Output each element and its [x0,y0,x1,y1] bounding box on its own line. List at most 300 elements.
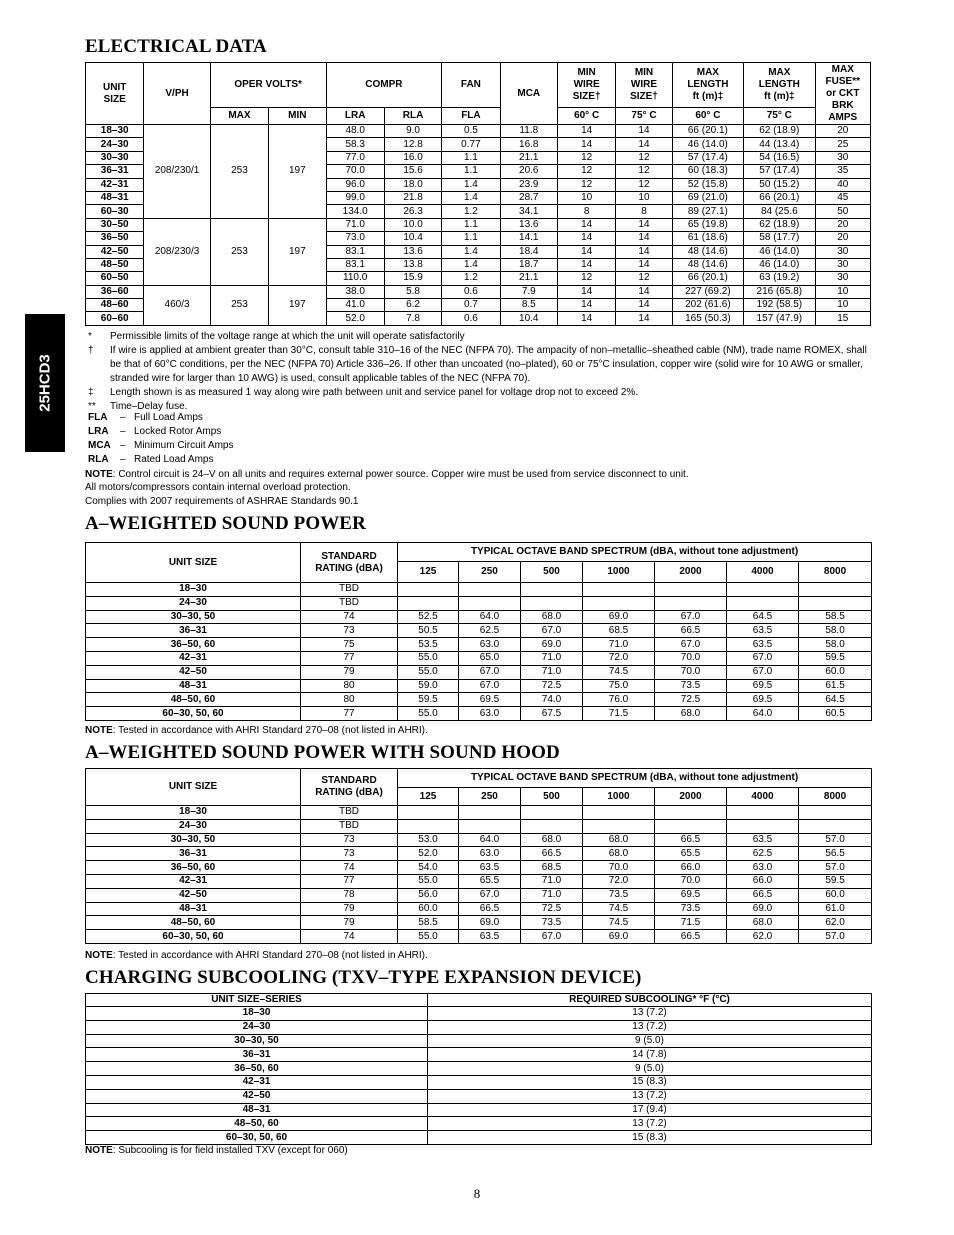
cell-rla: 6.2 [384,299,441,312]
footnote-symbol: ** [88,400,96,412]
cell-band-value: 68.5 [521,861,583,875]
sh-header-spectrum: TYPICAL OCTAVE BAND SPECTRUM (dBA, without tone adjustment) [398,769,872,788]
cell-rating: TBD [301,806,398,820]
footnote [88,344,870,386]
table-row [86,1075,872,1089]
cell-band-value: 69.5 [727,679,799,693]
cell-band-value: 70.0 [655,874,727,888]
table-row [86,651,872,665]
cell-band-value: 64.0 [459,833,521,847]
cell-band-value: 54.0 [398,861,459,875]
table-row [86,1089,872,1103]
table-row [86,1020,872,1034]
cell-fla: 0.77 [442,138,500,151]
abbreviation-dash: – [120,453,126,465]
cell-band-value [521,596,583,610]
cell-band-value: 63.5 [459,930,521,944]
cell-unit-series: 36–31 [86,1048,428,1062]
cell-band-value [521,819,583,833]
cell-band-value: 64.0 [459,610,521,624]
cell-required-subcooling: 13 (7.2) [428,1117,872,1131]
cell-band-value: 66.5 [459,902,521,916]
cell-max-fuse: 20 [815,125,870,138]
table-row [86,861,872,875]
cell-mca: 23.9 [500,178,557,191]
cell-band-value: 71.5 [583,707,655,721]
cell-band-value: 55.0 [398,707,459,721]
cell-band-value: 71.5 [655,916,727,930]
cell-unit-size: 42–50 [86,245,144,258]
cell-unit-size: 42–31 [86,178,144,191]
cell-max-fuse: 20 [815,232,870,245]
cell-mca: 16.8 [500,138,557,151]
cell-band-value: 68.0 [521,833,583,847]
cell-band-value [459,596,521,610]
cell-band-value: 71.0 [521,888,583,902]
cell-lra: 73.0 [326,232,384,245]
cell-min-wire-75: 14 [616,138,672,151]
cell-max-length-75: 216 (65.8) [744,285,815,298]
cell-band-value: 55.0 [398,874,459,888]
cell-lra: 41.0 [326,299,384,312]
cell-band-value: 70.0 [655,665,727,679]
cell-band-value: 64.0 [727,707,799,721]
cell-band-value: 71.0 [521,665,583,679]
cell-lra: 77.0 [326,151,384,164]
cell-mca: 10.4 [500,312,557,325]
cell-rating: 77 [301,651,398,665]
sound-power-note [85,725,428,736]
band-header-1000: 1000 [583,788,655,806]
cell-rating: 73 [301,624,398,638]
table-row [86,1131,872,1145]
cell-band-value: 67.5 [521,707,583,721]
cell-fla: 1.1 [442,218,500,231]
cell-max-fuse: 50 [815,205,870,218]
cell-min-wire-75: 12 [616,151,672,164]
table-row [86,916,872,930]
cell-min-wire-60: 12 [557,272,615,285]
cell-fla: 1.1 [442,165,500,178]
table-row [86,847,872,861]
cell-max-length-60: 57 (17.4) [672,151,743,164]
cell-band-value: 72.5 [521,902,583,916]
cell-required-subcooling: 9 (5.0) [428,1034,872,1048]
cell-unit-size: 30–30 [86,151,144,164]
footnote-text: Permissible limits of the voltage range at which the unit will operate satisfactorily [110,331,465,342]
cell-unit-size: 42–50 [86,665,301,679]
cell-unit-series: 48–31 [86,1103,428,1117]
table-row [86,624,872,638]
cell-min-wire-75: 12 [616,272,672,285]
cell-fla: 1.1 [442,232,500,245]
cell-band-value: 66.5 [655,930,727,944]
cell-max-length-60: 61 (18.6) [672,232,743,245]
cell-band-value: 63.5 [727,624,799,638]
sp-header-rating: STANDARD RATING (dBA) [301,543,398,583]
cell-band-value [583,806,655,820]
cell-band-value: 76.0 [583,693,655,707]
cell-fla: 1.4 [442,191,500,204]
cell-rating: 77 [301,874,398,888]
cell-max-fuse: 45 [815,191,870,204]
cell-band-value [655,806,727,820]
cell-min-wire-60: 14 [557,138,615,151]
sound-power-title: A–WEIGHTED SOUND POWER [85,513,366,534]
cell-max: 253 [210,285,268,325]
cell-max-length-75: 46 (14.0) [744,245,815,258]
cell-band-value: 63.0 [459,847,521,861]
cell-unit-size: 36–31 [86,624,301,638]
cell-unit-size: 42–50 [86,888,301,902]
band-header-2000: 2000 [655,562,727,583]
cell-min-wire-60: 14 [557,232,615,245]
side-tab-label: 25HCD3 [36,354,54,412]
cell-unit-size: 60–30, 50, 60 [86,930,301,944]
cell-band-value: 71.0 [521,651,583,665]
table-row [86,819,872,833]
cell-band-value: 55.0 [398,665,459,679]
band-header-8000: 8000 [799,788,872,806]
band-header-2000: 2000 [655,788,727,806]
table-row [86,1117,872,1131]
cell-unit-size: 24–30 [86,596,301,610]
table-row [86,888,872,902]
cell-band-value: 59.5 [799,874,872,888]
cell-band-value: 67.0 [521,624,583,638]
cell-unit-size: 36–50 [86,232,144,245]
cell-lra: 96.0 [326,178,384,191]
cell-min-wire-60: 14 [557,125,615,138]
cell-mca: 11.8 [500,125,557,138]
cell-vph: 208/230/3 [144,218,210,285]
table-row [86,610,872,624]
cell-min-wire-60: 14 [557,299,615,312]
sound-hood-note [85,950,428,961]
cell-band-value [799,583,872,597]
abbreviation-term: LRA [88,425,109,437]
band-header-500: 500 [521,788,583,806]
note-label: NOTE [85,469,113,480]
cell-rating: 74 [301,861,398,875]
cell-band-value: 69.5 [655,888,727,902]
cell-unit-size: 18–30 [86,806,301,820]
cell-band-value: 74.5 [583,665,655,679]
table-row [86,1048,872,1062]
cell-band-value: 69.5 [459,693,521,707]
cell-max-length-60: 202 (61.6) [672,299,743,312]
cell-unit-size: 42–31 [86,874,301,888]
cell-band-value: 57.0 [799,833,872,847]
cell-mca: 7.9 [500,285,557,298]
cell-max-length-60: 65 (19.8) [672,218,743,231]
cell-min-wire-60: 14 [557,218,615,231]
cell-band-value: 52.0 [398,847,459,861]
sound-power-table [85,542,872,721]
electrical-data-title: ELECTRICAL DATA [85,36,267,57]
cell-band-value [398,596,459,610]
abbreviation-dash: – [120,425,126,437]
cell-max-length-75: 157 (47.9) [744,312,815,325]
cell-band-value [799,596,872,610]
cell-band-value: 57.0 [799,861,872,875]
cell-min-wire-75: 14 [616,258,672,271]
cell-unit-size: 48–31 [86,191,144,204]
cell-band-value: 60.0 [799,665,872,679]
abbreviation-text: Minimum Circuit Amps [134,439,234,451]
footnote [88,330,870,344]
subcooling-body [86,1007,872,1145]
cell-band-value [398,806,459,820]
cell-unit-size: 30–30, 50 [86,833,301,847]
table-row [86,1007,872,1021]
cell-band-value: 56.0 [398,888,459,902]
sh-header-unit-size: UNIT SIZE [86,769,301,806]
cell-unit-size: 48–60 [86,299,144,312]
cell-rla: 5.8 [384,285,441,298]
cell-fla: 0.7 [442,299,500,312]
cell-unit-series: 18–30 [86,1007,428,1021]
note-line-2: All motors/compressors contain internal overload protection. [85,482,351,493]
cell-unit-size: 48–31 [86,679,301,693]
cell-band-value [521,806,583,820]
subcooling-note [85,1145,348,1156]
abbreviation-text: Full Load Amps [134,412,203,423]
cell-min: 197 [269,125,326,219]
cell-band-value: 58.5 [398,916,459,930]
table-row [86,693,872,707]
table-row [86,285,871,298]
cell-lra: 38.0 [326,285,384,298]
cell-unit-series: 24–30 [86,1020,428,1034]
cell-band-value: 67.0 [521,930,583,944]
cell-rating: 73 [301,833,398,847]
cell-band-value [799,806,872,820]
cell-min-wire-60: 10 [557,191,615,204]
abbreviation-term: MCA [88,439,111,451]
cell-lra: 48.0 [326,125,384,138]
cell-unit-size: 18–30 [86,583,301,597]
cell-band-value: 65.0 [459,651,521,665]
header-oper-volts: OPER VOLTS* [210,63,326,108]
band-header-250: 250 [459,788,521,806]
cell-rla: 26.3 [384,205,441,218]
cell-rating: 80 [301,693,398,707]
cell-band-value: 61.5 [799,679,872,693]
note-label: NOTE [85,1145,113,1156]
cell-band-value: 63.5 [727,638,799,652]
cell-band-value: 60.0 [799,888,872,902]
cell-fla: 1.4 [442,245,500,258]
cell-unit-size: 30–30, 50 [86,610,301,624]
band-header-4000: 4000 [727,788,799,806]
footnote-symbol: † [88,344,94,356]
cell-max-fuse: 40 [815,178,870,191]
abbreviation-text: Locked Rotor Amps [134,425,222,437]
cell-band-value: 62.0 [799,916,872,930]
cell-band-value: 63.5 [727,833,799,847]
cell-band-value: 73.5 [521,916,583,930]
cell-rating: TBD [301,596,398,610]
cell-unit-size: 60–60 [86,312,144,325]
cell-lra: 70.0 [326,165,384,178]
table-row [86,1034,872,1048]
cell-band-value: 73.5 [655,679,727,693]
cell-unit-size: 42–31 [86,651,301,665]
cell-rla: 13.6 [384,245,441,258]
cell-unit-size: 18–30 [86,125,144,138]
cell-unit-size: 48–50, 60 [86,916,301,930]
cell-band-value: 58.0 [799,624,872,638]
sp-header-spectrum: TYPICAL OCTAVE BAND SPECTRUM (dBA, without tone adjustment) [398,543,872,562]
header-min-wire-75: MIN WIRE SIZE† [616,63,672,108]
cell-max-length-75: 192 (58.5) [744,299,815,312]
cell-min-wire-75: 14 [616,245,672,258]
table-row [86,930,872,944]
cell-band-value: 68.0 [655,707,727,721]
cell-required-subcooling: 13 (7.2) [428,1007,872,1021]
table-row [86,596,872,610]
header-max-length-75: MAX LENGTH ft (m)‡ [744,63,815,108]
cell-band-value [727,819,799,833]
cell-band-value [727,806,799,820]
cell-rla: 12.8 [384,138,441,151]
cell-band-value [727,583,799,597]
cell-max-length-75: 66 (20.1) [744,191,815,204]
cell-min-wire-60: 14 [557,258,615,271]
cell-unit-size: 60–30, 50, 60 [86,707,301,721]
cell-band-value: 67.0 [459,665,521,679]
cell-mca: 8.5 [500,299,557,312]
abbreviation-list [88,411,233,467]
cell-band-value: 60.0 [398,902,459,916]
cell-band-value: 56.5 [799,847,872,861]
cell-min-wire-75: 14 [616,285,672,298]
cell-required-subcooling: 14 (7.8) [428,1048,872,1062]
cell-unit-size: 60–50 [86,272,144,285]
cell-rla: 15.9 [384,272,441,285]
cell-band-value: 66.0 [727,874,799,888]
cell-band-value [459,819,521,833]
cell-rla: 15.6 [384,165,441,178]
note-text: : Subcooling is for field installed TXV (except for 060) [112,1145,348,1156]
cell-min-wire-60: 14 [557,245,615,258]
cell-band-value: 66.5 [521,847,583,861]
cell-band-value: 70.0 [655,651,727,665]
cell-max-length-60: 66 (20.1) [672,125,743,138]
cell-band-value: 64.5 [799,693,872,707]
table-row [86,806,872,820]
cell-fla: 1.1 [442,151,500,164]
cell-unit-size: 24–30 [86,819,301,833]
cell-min-wire-75: 14 [616,218,672,231]
cell-band-value [398,819,459,833]
cell-band-value: 69.0 [583,930,655,944]
cell-rla: 13.8 [384,258,441,271]
cell-band-value: 68.0 [521,610,583,624]
cell-band-value: 69.0 [727,902,799,916]
cell-band-value: 72.0 [583,874,655,888]
cell-mca: 18.7 [500,258,557,271]
note-text: : Control circuit is 24–V on all units and requires external power source. Copper wire must be used from service disconnect to unit. [112,469,689,480]
cell-band-value [799,819,872,833]
abbreviation [88,439,233,453]
cell-band-value: 57.0 [799,930,872,944]
cell-required-subcooling: 15 (8.3) [428,1075,872,1089]
electrical-footnotes [88,330,870,413]
cell-unit-series: 36–50, 60 [86,1062,428,1076]
cell-max-fuse: 30 [815,151,870,164]
cell-rating: 79 [301,916,398,930]
cell-unit-size: 24–30 [86,138,144,151]
sh-header-rating: STANDARD RATING (dBA) [301,769,398,806]
cell-band-value [583,583,655,597]
cell-band-value: 52.5 [398,610,459,624]
cell-unit-size: 36–31 [86,847,301,861]
cell-lra: 58.3 [326,138,384,151]
cell-mca: 18.4 [500,245,557,258]
cell-unit-series: 60–30, 50, 60 [86,1131,428,1145]
cell-band-value [655,596,727,610]
cell-unit-size: 36–50, 60 [86,638,301,652]
cell-min-wire-75: 14 [616,232,672,245]
cell-required-subcooling: 15 (8.3) [428,1131,872,1145]
cell-band-value: 74.5 [583,916,655,930]
cell-band-value: 68.0 [583,833,655,847]
cell-mca: 21.1 [500,151,557,164]
cell-band-value: 69.0 [459,916,521,930]
abbreviation [88,411,233,425]
table-row [86,665,872,679]
cell-max-length-75: 63 (19.2) [744,272,815,285]
cell-band-value: 72.5 [655,693,727,707]
cell-max-fuse: 25 [815,138,870,151]
footnote-symbol: * [88,331,92,342]
cell-band-value [655,819,727,833]
abbreviation-text: Rated Load Amps [134,453,214,465]
cell-mca: 28.7 [500,191,557,204]
subcooling-title: CHARGING SUBCOOLING (TXV–TYPE EXPANSION DEVICE) [85,967,642,988]
cell-vph: 460/3 [144,285,210,325]
table-row [86,874,872,888]
table-row [86,707,872,721]
cell-band-value [583,596,655,610]
cell-unit-series: 42–31 [86,1075,428,1089]
band-header-250: 250 [459,562,521,583]
cell-band-value: 55.0 [398,651,459,665]
abbreviation [88,425,233,439]
cell-band-value: 73.5 [655,902,727,916]
table-row [86,218,871,231]
cell-max-fuse: 30 [815,245,870,258]
subcooling-table [85,993,872,1145]
cell-band-value: 53.0 [398,833,459,847]
cell-max-length-60: 60 (18.3) [672,165,743,178]
cell-max-length-60: 48 (14.6) [672,245,743,258]
abbreviation-term: RLA [88,453,109,465]
cell-max-length-75: 50 (15.2) [744,178,815,191]
cell-max: 253 [210,218,268,285]
footnote-text: If wire is applied at ambient greater than 30°C, consult table 310–16 of the NEC (NFPA 70). The ampacity of non–metallic–sheathed cable (NM), trade name ROMEX, shall be that of 60°C conditions, per the NEC (NFPA 70) Article 336–26. If other than uncoated (no–plated), 60 or 75°C insulation, copper wire (solid wire for 10 AWG or smaller, stranded wire for larger than 10 AWG) is used, consult applicable tables of the NEC (NFPA 70). [110,344,867,384]
cell-mca: 13.6 [500,218,557,231]
cell-band-value: 67.0 [655,610,727,624]
cell-min-wire-60: 14 [557,285,615,298]
cell-band-value: 71.0 [583,638,655,652]
cell-band-value: 55.0 [398,930,459,944]
cell-mca: 34.1 [500,205,557,218]
sound-hood-title: A–WEIGHTED SOUND POWER WITH SOUND HOOD [85,742,560,763]
cell-rla: 21.8 [384,191,441,204]
